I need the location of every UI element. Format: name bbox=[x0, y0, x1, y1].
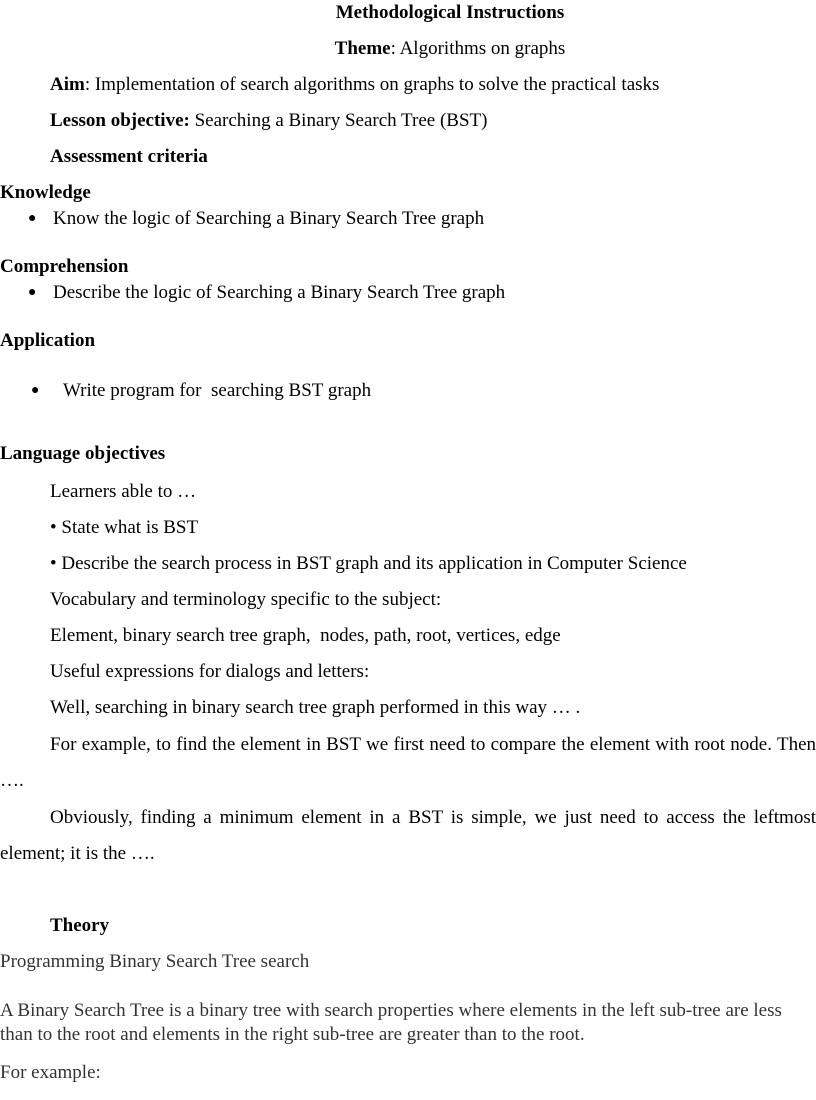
theme-label: Theme bbox=[334, 38, 391, 59]
lesson-objective-label: Lesson objective: bbox=[50, 110, 190, 131]
aim-label: Aim bbox=[50, 74, 85, 95]
lesson-objective-value: Searching a Binary Search Tree (BST) bbox=[189, 110, 488, 131]
knowledge-item: Know the logic of Searching a Binary Search Tree graph bbox=[53, 208, 485, 229]
language-objectives-heading: Language objectives bbox=[0, 443, 166, 464]
theory-heading: Theory bbox=[50, 915, 110, 936]
application-item: Write program for searching BST graph bbox=[63, 380, 372, 401]
vocabulary-list: Element, binary search tree graph, nodes, path, root, vertices, edge bbox=[50, 625, 561, 646]
theme-value: : Algorithms on graphs bbox=[390, 38, 566, 59]
learner-point: • State what is BST bbox=[50, 517, 199, 538]
vocabulary-heading: Vocabulary and terminology specific to the subject: bbox=[50, 589, 442, 610]
comprehension-heading: Comprehension bbox=[0, 256, 129, 277]
expression-example: Obviously, finding a minimum element in a BST is simple, we just need to access the leftmost element; it is the …. bbox=[0, 807, 816, 864]
bullet-dot-icon: ● bbox=[28, 285, 37, 300]
document-title: Methodological Instructions bbox=[335, 2, 565, 23]
bullet-dot-icon: ● bbox=[28, 211, 37, 226]
expressions-heading: Useful expressions for dialogs and letters: bbox=[50, 661, 370, 682]
knowledge-heading: Knowledge bbox=[0, 182, 91, 203]
application-heading: Application bbox=[0, 330, 96, 351]
comprehension-item: Describe the logic of Searching a Binary Search Tree graph bbox=[53, 282, 506, 303]
theme-line bbox=[0, 38, 816, 60]
learner-point: • Describe the search process in BST graph and its application in Computer Science bbox=[50, 553, 687, 574]
expression-example: Well, searching in binary search tree graph performed in this way … . bbox=[50, 697, 581, 718]
aim-line bbox=[50, 74, 659, 96]
theory-definition: A Binary Search Tree is a binary tree with search properties where elements in the left sub-tree are less than to the root and elements in the right sub-tree are greater than to the root. bbox=[0, 1000, 782, 1045]
learners-intro: Learners able to … bbox=[50, 481, 197, 502]
expression-example: For example, to find the element in BST we first need to compare the element with root node. Then …. bbox=[0, 734, 816, 791]
bullet-dot-icon: ● bbox=[31, 383, 40, 398]
assessment-criteria-heading: Assessment criteria bbox=[50, 146, 208, 167]
example-intro: For example: bbox=[0, 1062, 101, 1083]
lesson-objective-line bbox=[50, 110, 487, 132]
aim-value: : Implementation of search algorithms on graphs to solve the practical tasks bbox=[84, 74, 660, 95]
theory-subtitle: Programming Binary Search Tree search bbox=[0, 951, 310, 972]
